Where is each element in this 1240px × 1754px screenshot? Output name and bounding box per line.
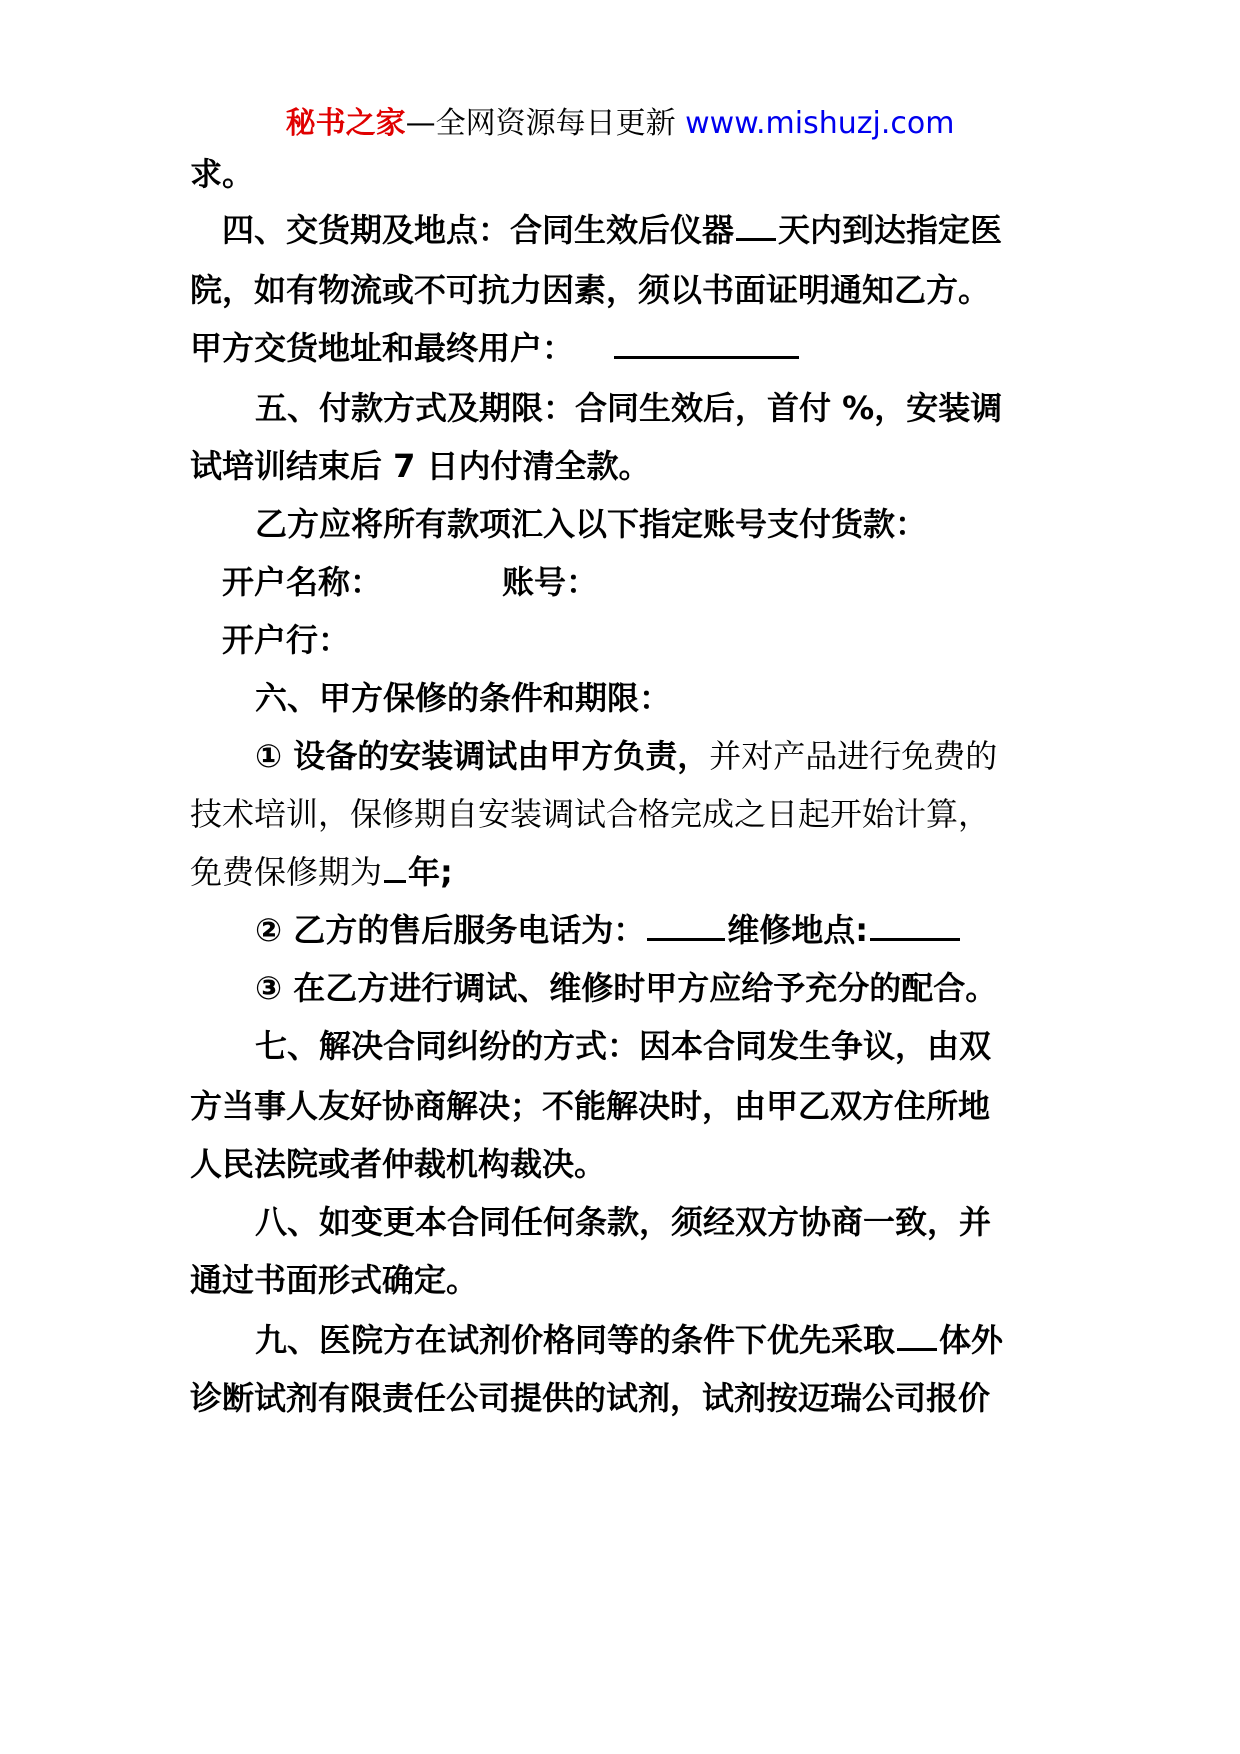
paragraph-line [222, 208, 1002, 252]
paragraph-line [255, 908, 962, 952]
text-span: 甲方交货地址和最终用户： [190, 329, 575, 367]
text-span: 并对产品进行免费的 [709, 737, 998, 775]
paragraph-line [190, 326, 801, 370]
paragraph-line: 技术培训，保修期自安装调试合格完成之日起开始计算， [190, 795, 991, 833]
phone-blank [647, 908, 725, 941]
text-span: 年; [408, 853, 453, 891]
header-tagline: —全网资源每日更新 [405, 106, 676, 141]
brand-name: 秘书之家 [285, 106, 406, 141]
paragraph-line: 七、解决合同纠纷的方式：因本合同发生争议，由双 [255, 1027, 992, 1065]
blank-field [384, 850, 406, 883]
blank-field [736, 208, 776, 241]
text-span: 九、医院方在试剂价格同等的条件下优先采取 [255, 1321, 896, 1359]
paragraph-line: ③ 在乙方进行调试、维修时甲方应给予充分的配合。 [255, 969, 998, 1007]
text-span: ② 乙方的售后服务电话为： [255, 911, 646, 949]
paragraph-line: 院，如有物流或不可抗力因素，须以书面证明通知乙方。 [190, 271, 991, 309]
paragraph-line: 五、付款方式及期限：合同生效后，首付 %，安装调 [255, 389, 1003, 427]
address-blank [614, 326, 799, 359]
text-span: ① 设备的安装调试由甲方负责， [255, 737, 710, 775]
site-url-link[interactable]: www.mishuzj.com [685, 106, 955, 141]
account-number-label: 账号： [502, 563, 599, 601]
paragraph-line [222, 560, 598, 604]
paragraph-line: 通过书面形式确定。 [190, 1261, 479, 1299]
text-span: 维修地点: [727, 911, 869, 949]
blank-field [897, 1318, 937, 1351]
paragraph-line: 人民法院或者仲裁机构裁决。 [190, 1145, 607, 1183]
site-header [0, 104, 1240, 144]
text-span: 天内到达指定医 [778, 211, 1003, 249]
bank-label: 开户行： [222, 621, 351, 659]
paragraph-line: 求。 [190, 155, 255, 193]
text-span: 免费保修期为 [190, 853, 383, 891]
account-name-label: 开户名称： [222, 563, 383, 601]
paragraph-line [255, 734, 997, 778]
section-heading: 六、甲方保修的条件和期限： [255, 679, 672, 717]
text-span: 体外 [939, 1321, 1004, 1359]
text-span: 四、交货期及地点：合同生效后仪器 [222, 211, 735, 249]
paragraph-line: 诊断试剂有限责任公司提供的试剂，试剂按迈瑞公司报价 [190, 1379, 991, 1417]
paragraph-line [190, 850, 453, 894]
paragraph-line: 试培训结束后 7 日内付清全款。 [190, 447, 651, 485]
paragraph-line: 方当事人友好协商解决；不能解决时，由甲乙双方住所地 [190, 1087, 991, 1125]
paragraph-line: 八、如变更本合同任何条款，须经双方协商一致，并 [255, 1203, 992, 1241]
paragraph-line: 乙方应将所有款项汇入以下指定账号支付货款： [255, 505, 928, 543]
repair-location-blank [870, 908, 960, 941]
paragraph-line [255, 1318, 1003, 1362]
